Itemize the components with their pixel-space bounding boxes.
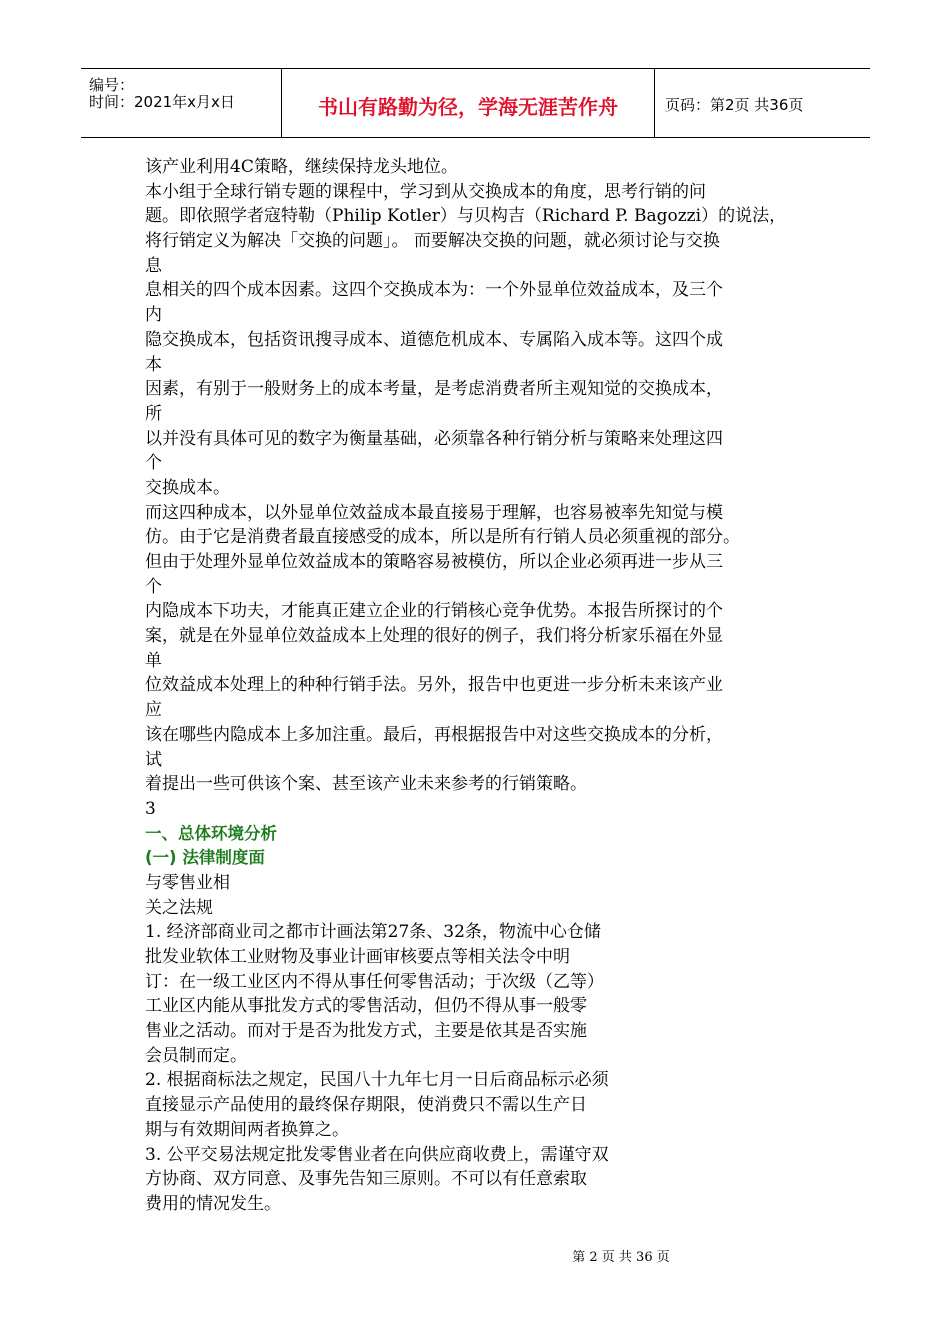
law-line: 期与有效期间两者换算之。: [145, 1119, 349, 1140]
body-line: 题。即依照学者寇特勒（Philip Kotler）与贝构吉（Richard P. Bagozzi）的说法，: [145, 206, 787, 227]
law-line: 直接显示产品使用的最终保存期限，使消费只不需以生产日: [145, 1095, 587, 1116]
body-line: 将行销定义为解决「交换的问题」。 而要解决交换的问题，就必须讨论与交换: [145, 231, 720, 252]
body-line: 本: [145, 354, 162, 375]
header-info-cell: [81, 69, 282, 137]
body-line: 应: [145, 700, 162, 721]
law-line: 方协商、双方同意、及事先告知三原则。不可以有任意索取: [145, 1169, 587, 1190]
section-heading: 一、总体环境分析: [145, 823, 277, 843]
motto: 书山有路勤为径，学海无涯苦作舟: [318, 95, 618, 119]
body-line: 隐交换成本，包括资讯搜寻成本、道德危机成本、专属陷入成本等。这四个成: [145, 329, 723, 350]
body-line: 息: [145, 255, 162, 276]
law-line: 批发业软体工业财物及事业计画审核要点等相关法令中明: [145, 947, 570, 967]
body-line: 仿。由于它是消费者最直接感受的成本，所以是所有行销人员必须重视的部分。: [145, 527, 740, 548]
body-line: 而这四种成本，以外显单位效益成本最直接易于理解，也容易被率先知觉与模: [145, 502, 723, 523]
law-line: 与零售业相: [145, 872, 230, 893]
body-line: 案，就是在外显单位效益成本上处理的很好的例子，我们将分析家乐福在外显: [145, 626, 723, 647]
body-line: 单: [145, 650, 162, 671]
header-motto-cell: [282, 69, 655, 137]
body-line: 息相关的四个成本因素。这四个交换成本为：一个外显单位效益成本，及三个: [145, 280, 723, 301]
body-line: 本小组于全球行销专题的课程中，学习到从交换成本的角度，思考行销的问: [145, 181, 706, 202]
body-line: 着提出一些可供该个案、甚至该产业未来参考的行销策略。: [145, 774, 587, 795]
body-line: 该在哪些内隐成本上多加注重。最后，再根据报告中对这些交换成本的分析，: [145, 724, 723, 745]
number-label: 编号：: [89, 76, 135, 94]
body-line: 个: [145, 576, 162, 597]
body-line: 内隐成本下功夫，才能真正建立企业的行销核心竞争优势。本报告所探讨的个: [145, 601, 723, 622]
law-line: 1. 经济部商业司之都市计画法第27条、32条，物流中心仓储: [145, 922, 601, 943]
law-line: 3. 公平交易法规定批发零售业者在向供应商收费上，需谨守双: [145, 1144, 609, 1165]
document-body: [145, 155, 825, 1217]
body-line: 个: [145, 453, 162, 474]
law-line: 费用的情况发生。: [145, 1193, 281, 1214]
body-line: 试: [145, 749, 162, 770]
page-footer: 第 2 页 共 36 页: [572, 1250, 670, 1265]
body-line: 交换成本。: [145, 477, 230, 498]
page-label: 页码：第2页 共36页: [665, 96, 804, 114]
body-line: 内: [145, 305, 162, 326]
page-header: [81, 68, 870, 138]
body-line: 位效益成本处理上的种种行销手法。另外，报告中也更进一步分析未来该产业: [145, 675, 723, 696]
subsection-heading: (一) 法律制度面: [145, 848, 265, 868]
law-line: 2. 根据商标法之规定，民国八十九年七月一日后商品标示必须: [145, 1070, 609, 1091]
header-page-cell: [655, 69, 870, 137]
law-line: 售业之活动。而对于是否为批发方式，主要是依其是否实施: [145, 1021, 587, 1042]
law-line: 会员制而定。: [145, 1045, 247, 1066]
body-line: 该产业利用4C策略，继续保持龙头地位。: [145, 157, 458, 177]
body-line: 所: [145, 403, 162, 424]
law-line: 工业区内能从事批发方式的零售活动，但仍不得从事一般零: [145, 996, 587, 1017]
time-label: 时间：2021年x月x日: [89, 93, 235, 111]
law-line: 关之法规: [145, 897, 213, 918]
body-line: 以并没有具体可见的数字为衡量基础，必须靠各种行销分析与策略来处理这四: [145, 428, 723, 449]
body-line: 因素，有别于一般财务上的成本考量，是考虑消费者所主观知觉的交换成本，: [145, 379, 723, 400]
law-line: 订：在一级工业区内不得从事任何零售活动；于次级（乙等）: [145, 971, 604, 992]
body-line: 但由于处理外显单位效益成本的策略容易被模仿，所以企业必须再进一步从三: [145, 552, 723, 572]
page-number-text: 3: [145, 798, 156, 819]
